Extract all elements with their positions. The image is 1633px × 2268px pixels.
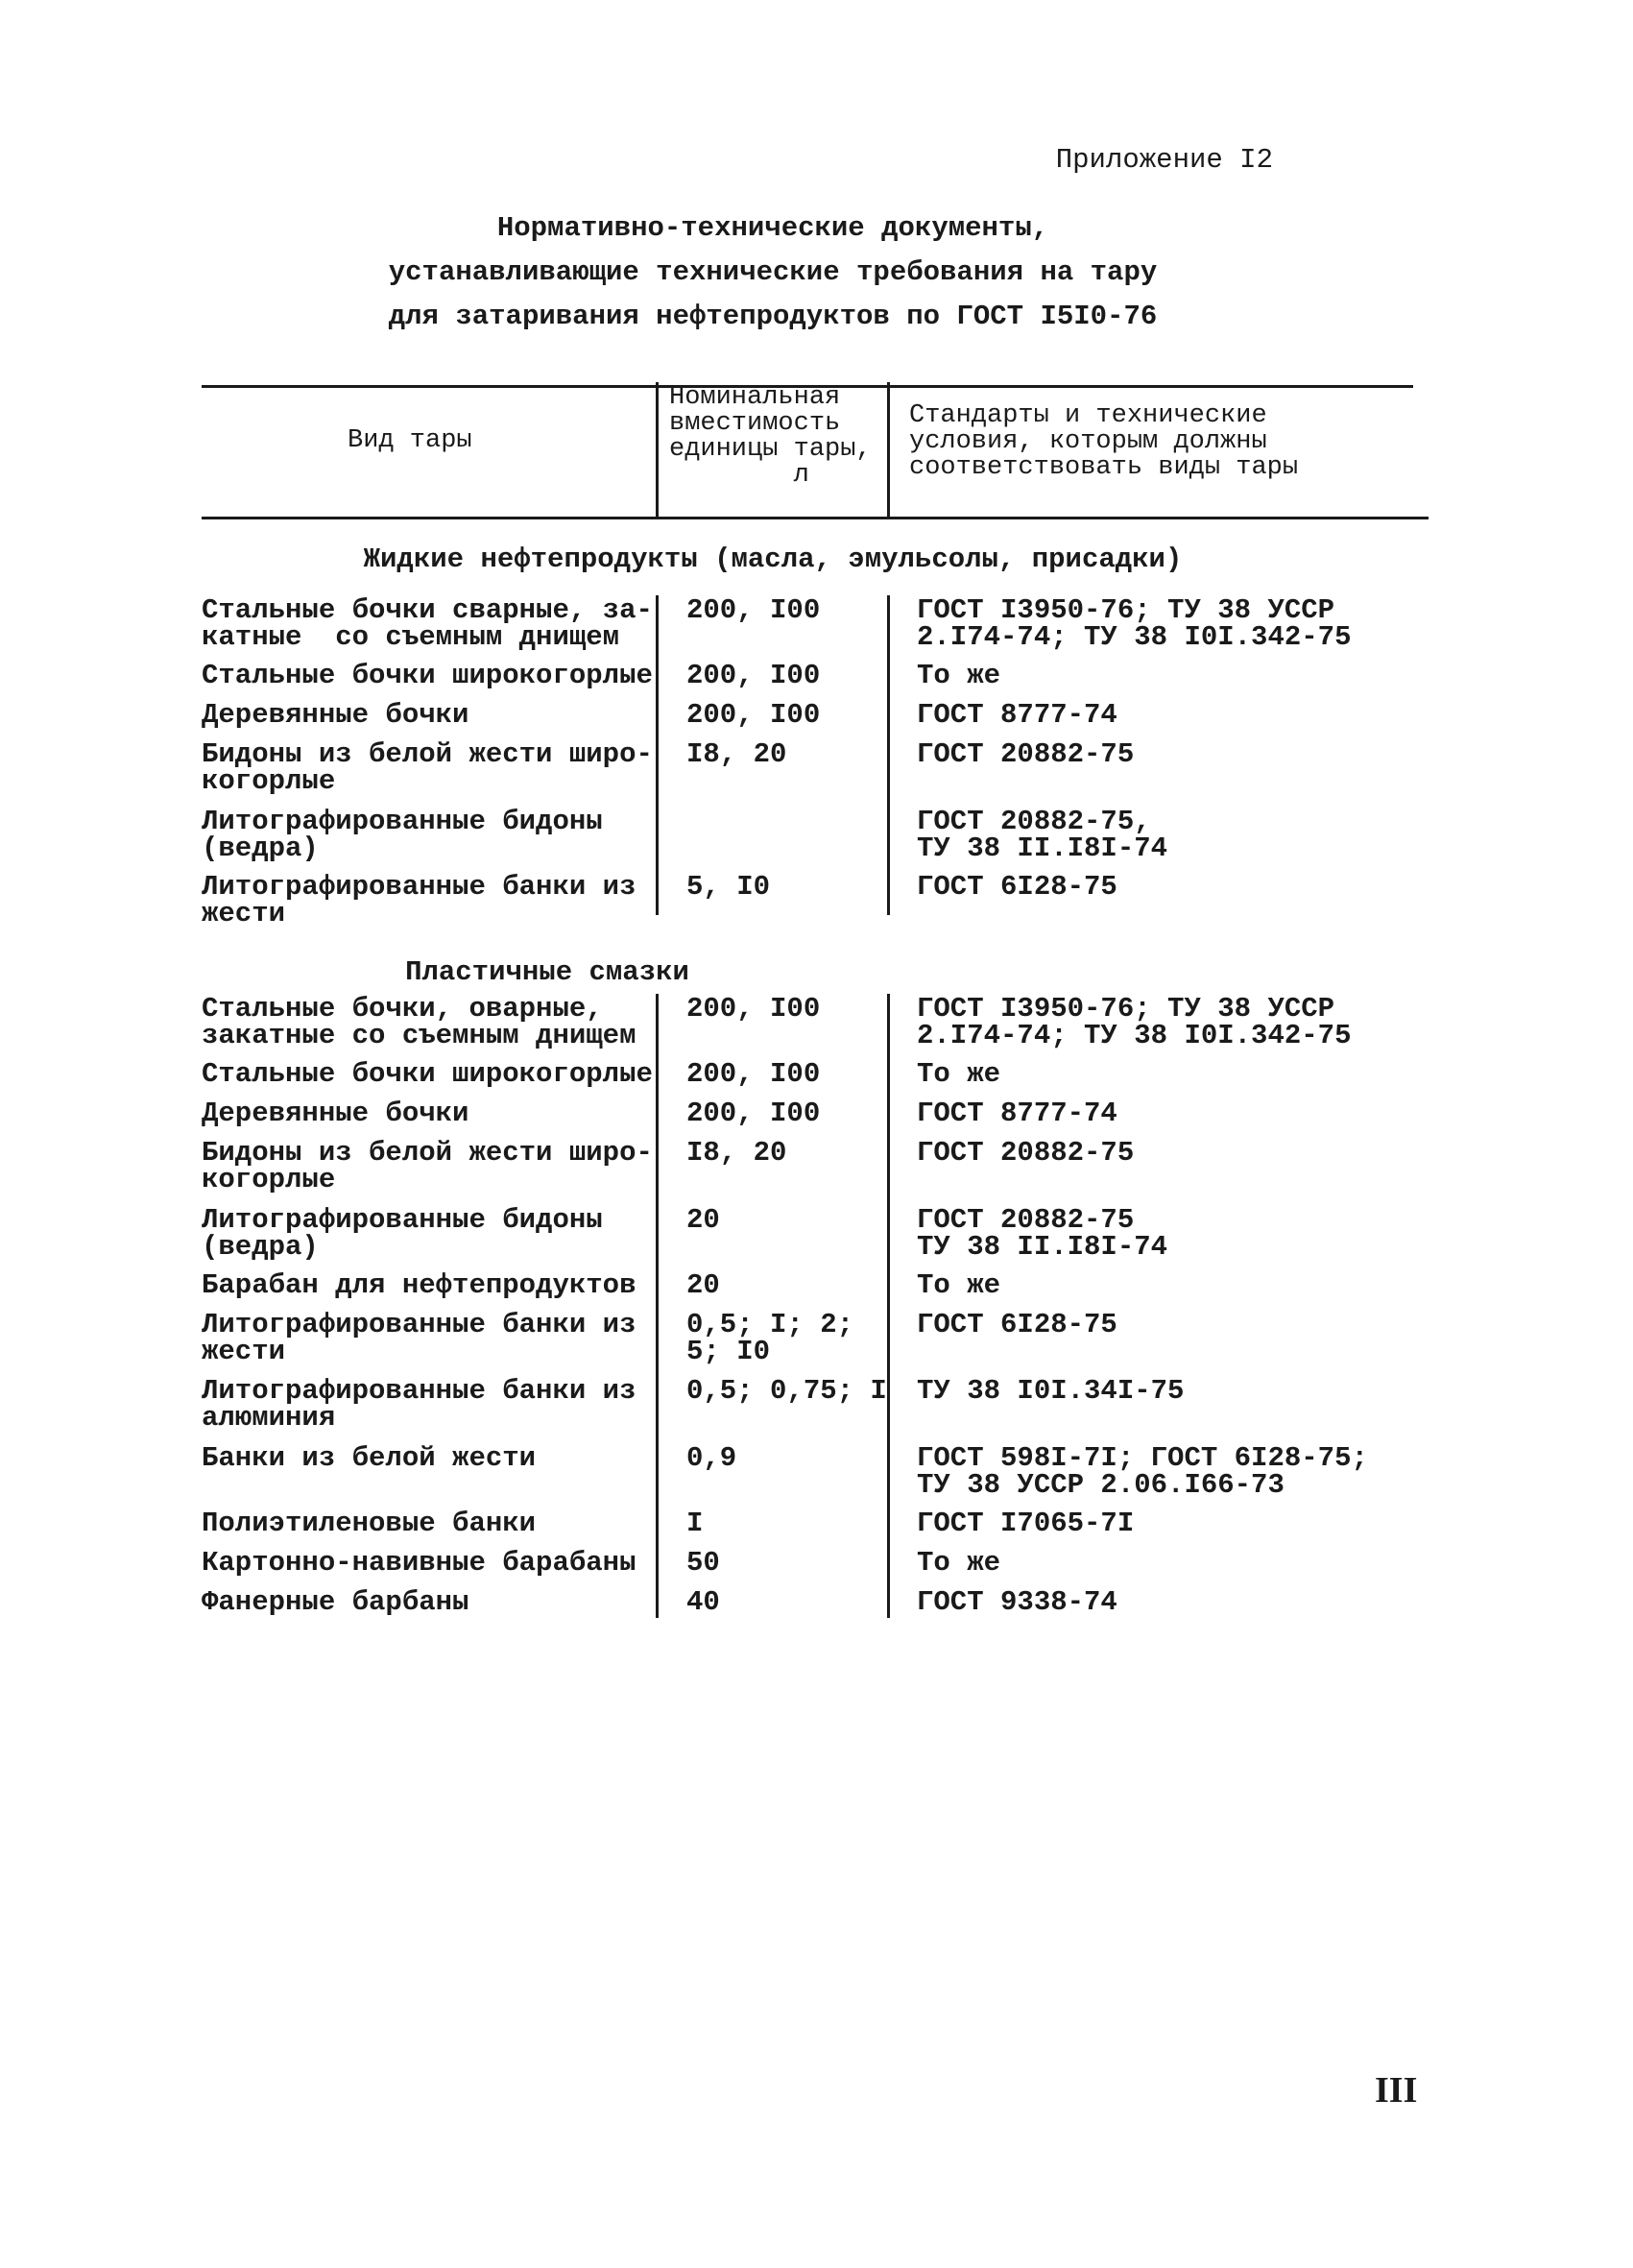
cell-type: Литографированные бидоны (ведра) — [202, 1204, 603, 1263]
cell-capacity: 200, I00 — [686, 1058, 821, 1090]
cell-standard: ГОСТ 6I28-75 — [917, 871, 1117, 903]
cell-standard: ГОСТ 20882-75 — [917, 1137, 1135, 1169]
cell-type: Литографированные бидоны (ведра) — [202, 806, 603, 864]
cell-capacity: I8, 20 — [686, 738, 787, 770]
cell-capacity: 200, I00 — [686, 594, 821, 626]
body-separator-2-s2 — [887, 994, 890, 1618]
header-col-capacity: Номинальная вместимость единицы тары, л — [669, 383, 872, 490]
header-separator-1 — [656, 382, 659, 519]
cell-standard: То же — [917, 1058, 1001, 1090]
cell-type: Банки из белой жести — [202, 1442, 537, 1474]
cell-standard: ГОСТ I3950-76; ТУ 38 УССР 2.I74-74; ТУ 38 I0I.342-75 — [917, 594, 1352, 653]
cell-type: Литографированные банки из жести — [202, 871, 636, 929]
cell-capacity: 0,9 — [686, 1442, 737, 1474]
cell-type: Картонно-навивные барабаны — [202, 1547, 636, 1579]
page-number: III — [1375, 2070, 1418, 2111]
cell-capacity: 50 — [686, 1547, 720, 1579]
header-col-standards: Стандарты и технические условия, которым должны соответствовать виды тары — [909, 401, 1299, 482]
cell-standard: То же — [917, 1547, 1001, 1579]
title-line-3: для затаривания нефтепродуктов по ГОСТ I5I0-76 — [388, 301, 1158, 332]
cell-capacity: 40 — [686, 1586, 720, 1618]
body-separator-1-s1 — [656, 595, 659, 915]
document-title — [0, 206, 1546, 339]
header-separator-2 — [887, 382, 890, 519]
cell-capacity: 200, I00 — [686, 1098, 821, 1129]
cell-type: Полиэтиленовые банки — [202, 1508, 537, 1539]
section-title-greases: Пластичные смазки — [405, 956, 689, 988]
cell-type: Стальные бочки широкогорлые — [202, 1058, 653, 1090]
cell-capacity: 20 — [686, 1204, 720, 1236]
cell-type: Литографированные банки из алюминия — [202, 1375, 636, 1434]
body-separator-2-s1 — [887, 595, 890, 915]
cell-type: Деревянные бочки — [202, 699, 469, 731]
title-line-1: Нормативно-технические документы, — [496, 212, 1049, 244]
title-line-2: устанавливающие технические требования на тару — [388, 256, 1158, 288]
cell-capacity: 20 — [686, 1269, 720, 1301]
cell-standard: ГОСТ 20882-75 — [917, 738, 1135, 770]
cell-standard: ГОСТ 9338-74 — [917, 1586, 1117, 1618]
section-title-liquid: Жидкие нефтепродукты (масла, эмульсолы, присадки) — [363, 543, 1183, 575]
cell-type: Стальные бочки сварные, за- катные со съемным днищем — [202, 594, 653, 653]
cell-type: Бидоны из белой жести широ- когорлые — [202, 1137, 653, 1195]
cell-standard: ГОСТ 6I28-75 — [917, 1309, 1117, 1340]
header-col-type: Вид тары — [348, 426, 472, 455]
cell-standard: ГОСТ I3950-76; ТУ 38 УССР 2.I74-74; ТУ 38 I0I.342-75 — [917, 993, 1352, 1051]
cell-standard: ГОСТ 8777-74 — [917, 1098, 1117, 1129]
cell-capacity: 5, I0 — [686, 871, 771, 903]
cell-type: Стальные бочки широкогорлые — [202, 660, 653, 691]
appendix-label: Приложение I2 — [1055, 144, 1273, 176]
cell-type: Барабан для нефтепродуктов — [202, 1269, 636, 1301]
cell-type: Фанерные барбаны — [202, 1586, 469, 1618]
cell-capacity: 0,5; I; 2; 5; I0 — [686, 1309, 854, 1367]
cell-standard: ТУ 38 I0I.34I-75 — [917, 1375, 1185, 1407]
cell-type: Литографированные банки из жести — [202, 1309, 636, 1367]
cell-standard: ГОСТ I7065-7I — [917, 1508, 1135, 1539]
cell-capacity: 200, I00 — [686, 699, 821, 731]
cell-capacity: 200, I00 — [686, 993, 821, 1025]
cell-type: Бидоны из белой жести широ- когорлые — [202, 738, 653, 797]
cell-capacity: 200, I00 — [686, 660, 821, 691]
body-separator-1-s2 — [656, 994, 659, 1618]
cell-standard: ГОСТ 20882-75, ТУ 38 II.I8I-74 — [917, 806, 1168, 864]
cell-standard: То же — [917, 660, 1001, 691]
table-header-rule — [202, 517, 1429, 519]
cell-standard: То же — [917, 1269, 1001, 1301]
cell-capacity: I8, 20 — [686, 1137, 787, 1169]
cell-type: Деревянные бочки — [202, 1098, 469, 1129]
cell-standard: ГОСТ 598I-7I; ГОСТ 6I28-75; ТУ 38 УССР 2.06.I66-73 — [917, 1442, 1368, 1501]
cell-standard: ГОСТ 20882-75 ТУ 38 II.I8I-74 — [917, 1204, 1168, 1263]
cell-capacity: 0,5; 0,75; I — [686, 1375, 887, 1407]
cell-type: Стальные бочки, оварные, закатные со съемным днищем — [202, 993, 636, 1051]
cell-capacity: I — [686, 1508, 704, 1539]
cell-standard: ГОСТ 8777-74 — [917, 699, 1117, 731]
